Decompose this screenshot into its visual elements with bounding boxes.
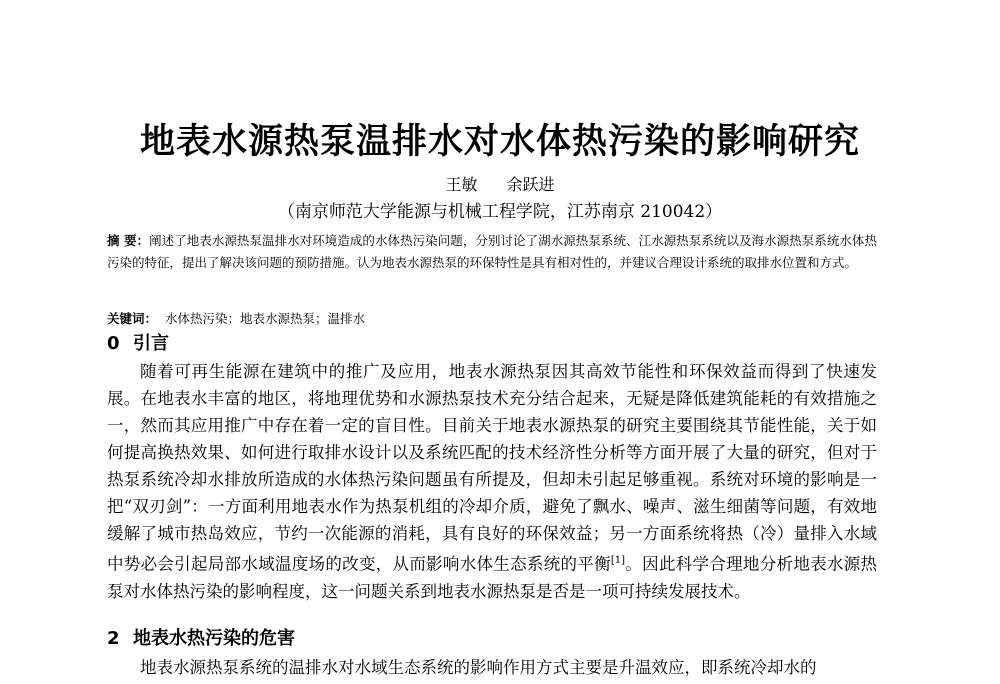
keywords-label: 关键词： — [107, 311, 158, 326]
section-number: 2 — [107, 628, 120, 649]
author-affiliation: （南京师范大学能源与机械工程学院，江苏南京 210042） — [277, 202, 723, 222]
keywords-text: 水体热污染；地表水源热泵；温排水 — [165, 311, 366, 326]
section-paragraph: 地表水源热泵系统的温排水对水域生态系统的影响作用方式主要是升温效应，即系统冷却水的 — [140, 658, 817, 677]
abstract-label: 摘 要： — [107, 233, 150, 248]
paragraph-text: 。因此科学合理地分析地表水源热泵对水体热污染的影响程度，这一问题关系到地表水源热泵是否是一项可持续发展技术。 — [107, 554, 878, 601]
section-paragraph — [107, 358, 877, 605]
author-list — [0, 174, 1000, 196]
abstract — [107, 230, 877, 274]
paragraph-text: 随着可再生能源在建筑中的推广及应用，地表水源热泵因其高效节能性和环保效益而得到了快速发展。在地表水丰富的地区，将地理优势和水源热泵技术充分结合起来，无疑是降低建筑能耗的有效措施之一，然而其应用推广中存在着一定的盲目性。目前关于地表水源热泵的研究主要围绕其节能性能，关于如何提高换热效果、如何进行取排水设计以及系统匹配的技术经济性分析等方面开展了大量的研究，但对于热泵系统冷却水排放所造成的水体热污染问题虽有所提及，但却未引起足够重视。系统对环境的影响是一把“双刃剑”：一方面利用地表水作为热泵机组的冷却介质，避免了飘水、噪声、滋生细菌等问题，有效地缓解了城市热岛效应，节约一次能源的消耗，具有良好的环保效益；另一方面系统将热（冷）量排入水域中势必会引起局部水域温度场的改变，从而影响水体生态系统的平衡 — [107, 362, 877, 574]
section-heading — [107, 331, 169, 357]
author-name: 王敏 — [445, 175, 478, 194]
author-name: 余跃进 — [506, 175, 555, 194]
section-title: 引言 — [133, 333, 169, 354]
keywords — [107, 308, 877, 330]
citation-ref: [1] — [610, 555, 626, 566]
section-number: 0 — [107, 333, 120, 354]
section-heading — [107, 626, 295, 652]
paper-title: 地表水源热泵温排水对水体热污染的影响研究 — [139, 122, 860, 162]
section-title: 地表水热污染的危害 — [133, 628, 295, 649]
abstract-text: 阐述了地表水源热泵温排水对环境造成的水体热污染问题，分别讨论了湖水源热泵系统、江水源热泵系统以及海水源热泵系统水体热污染的特征，提出了解决该问题的预防措施。认为地表水源热泵的环保特性是具有相对性的，并建议合理设计系统的取排水位置和方式。 — [107, 233, 877, 270]
